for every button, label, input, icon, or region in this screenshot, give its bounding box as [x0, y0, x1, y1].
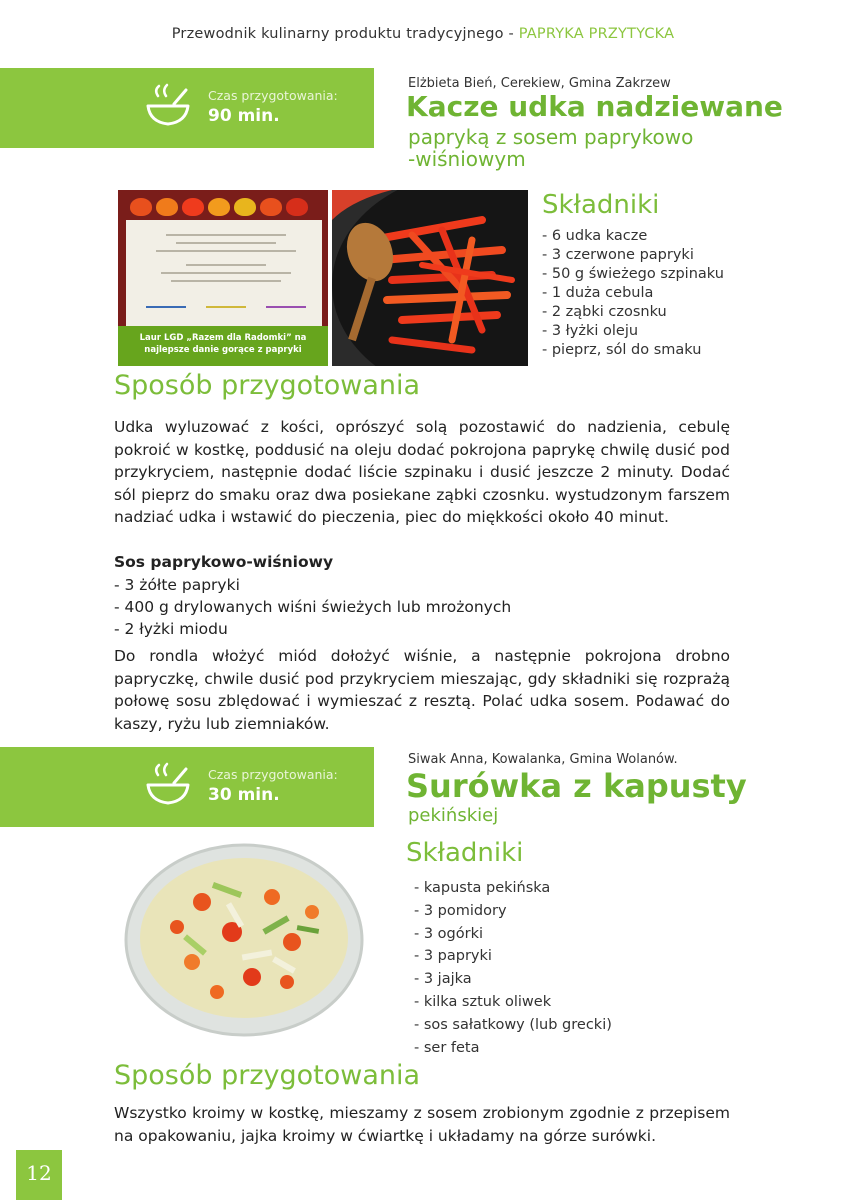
recipe2-time-bar	[0, 747, 374, 827]
list-item: - 3 jajka	[414, 971, 472, 988]
list-item: - 50 g świeżego szpinaku	[542, 266, 724, 282]
recipe1-subtitle-1: papryką z sosem paprykowo	[408, 125, 694, 149]
header-product: PAPRYKA PRZYTYCKA	[518, 26, 675, 42]
recipe1-ingredients-list	[542, 227, 724, 360]
header-prefix: Przewodnik kulinarny produktu tradycyjnego -	[171, 26, 519, 42]
list-item: - 3 ogórki	[414, 925, 484, 942]
list-item: - kapusta pekińska	[414, 880, 551, 896]
pepper-shape	[182, 198, 204, 216]
list-item: - 3 pomidory	[414, 902, 507, 919]
list-item: - 1 duża cebula	[542, 285, 654, 301]
diploma-caption-line2: najlepsze danie gorące z papryki	[144, 345, 302, 355]
recipe1-time-value: 90 min.	[208, 106, 280, 126]
list-item: - kilka sztuk oliwek	[414, 993, 552, 1010]
page-number-text: 12	[26, 1161, 52, 1185]
list-item: - 2 ząbki czosnku	[542, 304, 667, 320]
pepper-shape	[286, 198, 308, 216]
list-item: - pieprz, sól do smaku	[542, 342, 702, 358]
sauce-method-text: Do rondla włożyć miód dołożyć wiśnie, a następnie pokrojona drobno papryczkę, chwile dusić pod przykryciem mieszając, gdy składniki się rozprażą połowę sosu zblędować i wymieszać z resztą. Polać udka sosem. Podawać do kaszy, ryżu lub ziemniaków.	[114, 647, 730, 733]
list-item: - ser feta	[414, 1039, 480, 1056]
recipe2-ingredients-heading: Składniki	[406, 838, 524, 868]
recipe2-title: Surówka z kapusty	[406, 767, 747, 805]
recipe2-method-heading: Sposób przygotowania	[114, 1060, 421, 1091]
pepper-shape	[156, 198, 178, 216]
salad-illustration	[122, 842, 368, 1040]
list-item: - sos sałatkowy (lub grecki)	[414, 1016, 612, 1033]
recipe1-ingredients-heading: Składniki	[542, 190, 660, 220]
bowl-icon	[144, 761, 192, 811]
sauce-ingredients-list	[114, 574, 511, 640]
recipe2-subtitle: pekińskiej	[408, 805, 499, 826]
recipe2-time-value: 30 min.	[208, 785, 280, 805]
list-item: - 3 czerwone papryki	[542, 247, 694, 263]
recipe1-method-heading: Sposób przygotowania	[114, 370, 421, 401]
bowl-icon	[144, 82, 192, 132]
recipe2-time-label: Czas przygotowania:	[208, 767, 338, 782]
list-item: - 2 łyżki miodu	[114, 620, 228, 638]
sauce-title: Sos paprykowo-wiśniowy	[114, 553, 334, 571]
pepper-shape	[234, 198, 256, 216]
pan-illustration	[332, 190, 528, 366]
recipe1-title: Kacze udka nadziewane	[406, 90, 783, 123]
pepper-shape	[208, 198, 230, 216]
recipe1-method-text: Udka wyluzować z kości, oprószyć solą pozostawić do nadzienia, cebulę pokroić w kostkę, poddusić na oleju dodać pokrojona paprykę chwilę dusić pod przykryciem, następnie dodać liście szpinaku i dusić jeszcze 2 minuty. Dodać sól pieprz do smaku oraz dwa posiekane ząbki czosnku. wystudzonym farszem nadziać udka i wstawić do pieczenia, piec do miękkości około 40 minut.	[114, 418, 730, 526]
list-item: - 3 żółte papryki	[114, 576, 240, 594]
list-item: - 6 udka kacze	[542, 228, 648, 244]
page-header	[0, 26, 846, 42]
pepper-shape	[260, 198, 282, 216]
page-number	[16, 1150, 62, 1200]
diploma-photo	[118, 190, 328, 366]
pepper-pan-photo	[332, 190, 528, 366]
recipe1-time-bar	[0, 68, 374, 148]
diploma-caption-line1: Laur LGD „Razem dla Radomki” na	[139, 333, 307, 343]
recipe2-author: Siwak Anna, Kowalanka, Gmina Wolanów.	[408, 752, 678, 767]
recipe2-ingredients-list	[414, 877, 612, 1059]
list-item: - 400 g drylowanych wiśni świeżych lub mrożonych	[114, 598, 512, 616]
diploma-caption	[118, 326, 328, 366]
recipe1-time-label: Czas przygotowania:	[208, 88, 338, 103]
salad-photo	[122, 842, 368, 1040]
recipe1-subtitle-2: -wiśniowym	[408, 147, 526, 171]
list-item: - 3 papryki	[414, 948, 492, 965]
diploma-sheet	[126, 220, 322, 330]
pepper-shape	[130, 198, 152, 216]
recipe2-method-text: Wszystko kroimy w kostkę, mieszamy z sosem zrobionym zgodnie z przepisem na opakowaniu, jajka kroimy w ćwiartkę i układamy na górze surówki.	[114, 1104, 730, 1145]
recipe1-author: Elżbieta Bień, Cerekiew, Gmina Zakrzew	[408, 76, 671, 91]
list-item: - 3 łyżki oleju	[542, 323, 639, 339]
